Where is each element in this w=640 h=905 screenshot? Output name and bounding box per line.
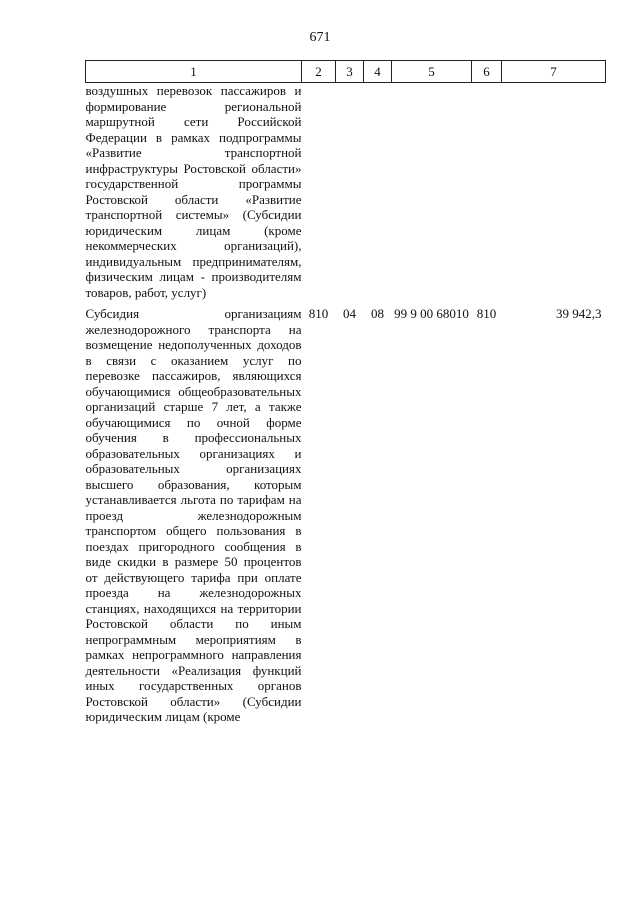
row-col-4: 08	[371, 306, 384, 321]
row-col-3	[336, 83, 364, 307]
table-row	[86, 306, 606, 725]
row-col-3: 04	[343, 306, 356, 321]
column-header-6: 6	[472, 61, 502, 83]
row-col-4	[364, 83, 392, 307]
row-description: воздушных перевозок пассажиров и формирование региональной маршрутной сети Российской Федерации в рамках подпрограммы «Развитие транспортной инфраструктуры Ростовской области» государственной программы Ростовской области «Развитие транспортной системы» (Субсидии юридическим лицам (кроме некоммерческих организаций), индивидуальным предпринимателям, физическим лицам - производителям товаров, работ, услуг)	[85, 83, 302, 300]
row-col-2	[302, 83, 336, 307]
row-col-7	[502, 83, 606, 307]
column-header-4: 4	[364, 61, 392, 83]
column-header-5: 5	[392, 61, 472, 83]
column-header-2: 2	[302, 61, 336, 83]
row-col-5	[392, 83, 472, 307]
row-col-6: 810	[476, 306, 497, 321]
column-header-1: 1	[86, 61, 302, 83]
row-description: Субсидия организациям железнодорожного транспорта на возмещение недополученных доходов в связи с оказанием услуг по перевозке пассажиров, являющихся обучающимися общеобразовательных организаций старше 7 лет, а также обучающимися по очной форме обучения в профессиональных образовательных организациях и образовательных организациях высшего образования, которым устанавливается льгота по тарифам на проезд железнодорожным транспортом общего пользования в поездах пригородного сообщения в виде скидки в размере 50 процентов от действующего тарифа при оплате проезда на железнодорожных станциях, находящихся на территории Ростовской области по иным непрограммным мероприятиям в рамках непрограммного направления деятельности «Реализация функций иных государственных органов Ростовской области» (Субсидии юридическим лицам (кроме	[85, 306, 302, 724]
row-col-6	[472, 83, 502, 307]
row-col-5: 99 9 00 68010	[394, 306, 469, 321]
row-col-7: 39 942,3	[556, 306, 602, 321]
column-header-3: 3	[336, 61, 364, 83]
budget-table	[85, 60, 606, 725]
table-header-row	[86, 61, 606, 83]
row-col-2: 810	[308, 306, 329, 321]
table-row	[86, 83, 606, 307]
column-header-7: 7	[502, 61, 606, 83]
page-number: 671	[309, 30, 331, 45]
